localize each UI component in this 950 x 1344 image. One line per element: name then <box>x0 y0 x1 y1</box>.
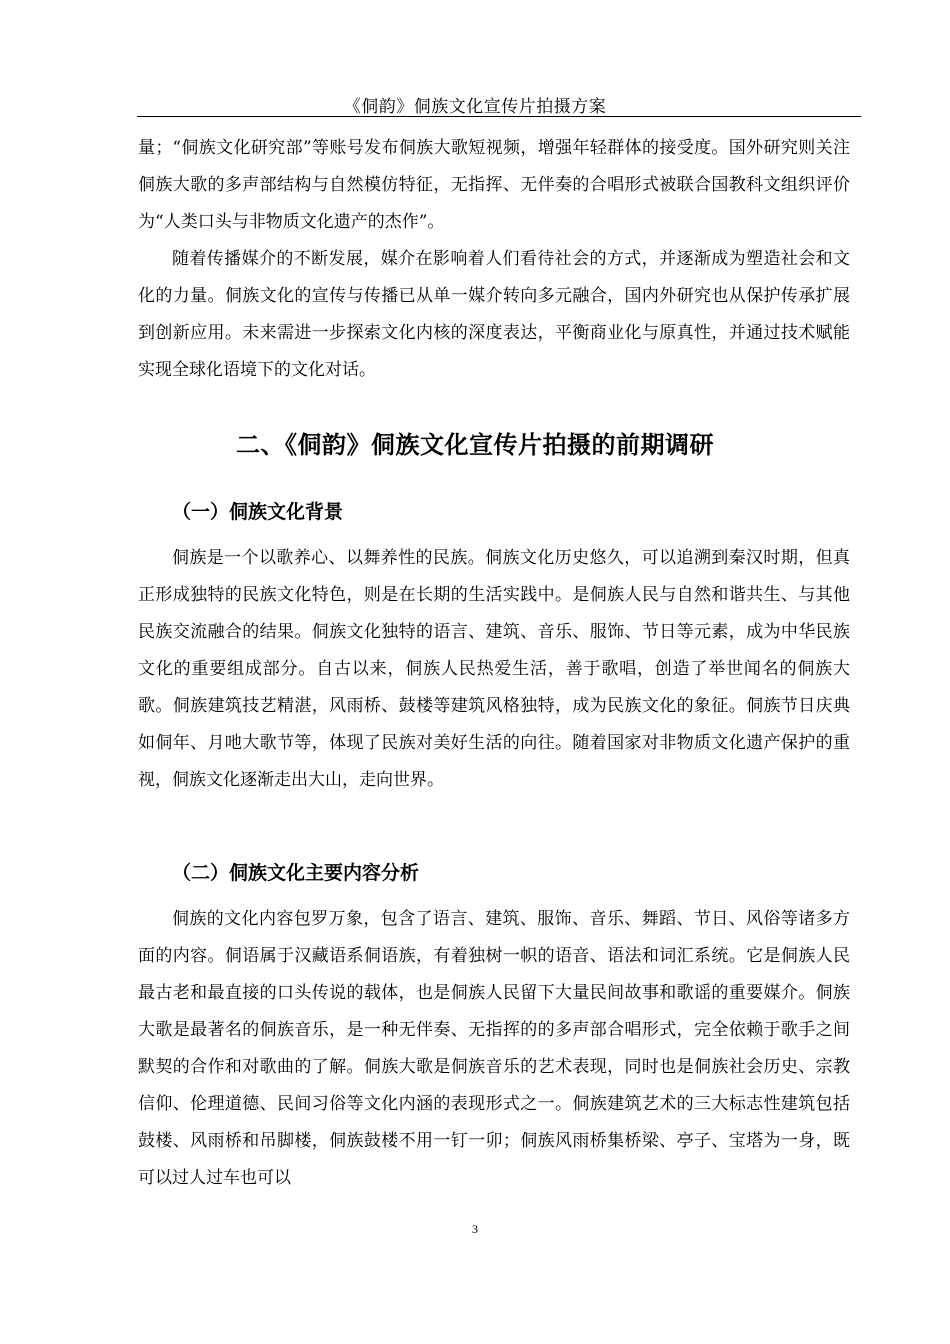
paragraph-background: 侗族是一个以歌养心、以舞养性的民族。侗族文化历史悠久，可以追溯到秦汉时期，但真正形成独特的民族文化特色，则是在长期的生活实践中。是侗族人民与自然和谐共生、与其他民族交流融合的结果。侗族文化独特的语言、建筑、音乐、服饰、节日等元素，成为中华民族文化的重要组成部分。自古以来，侗族人民热爱生活，善于歌唱，创造了举世闻名的侗族大歌。侗族建筑技艺精湛，风雨桥、鼓楼等建筑风格独特，成为民族文化的象征。侗族节日庆典如侗年、月吔大歌节等，体现了民族对美好生活的向往。随着国家对非物质文化遗产保护的重视，侗族文化逐渐走出大山，走向世界。 <box>138 548 850 790</box>
paragraph-continuation: 量；“侗族文化研究部”等账号发布侗族大歌短视频，增强年轻群体的接受度。国外研究则关注侗族大歌的多声部结构与自然模仿特征，无指挥、无伴奏的合唱形式被联合国教科文组织评价为“人类口头与非物质文化遗产的杰作”。 <box>138 138 850 232</box>
header-rule <box>137 116 861 117</box>
page-number: 3 <box>472 1222 478 1236</box>
paragraph-content-analysis: 侗族的文化内容包罗万象，包含了语言、建筑、服饰、音乐、舞蹈、节日、风俗等诸多方面的内容。侗语属于汉藏语系侗语族，有着独树一帜的语音、语法和词汇系统。它是侗族人民最古老和最直接的口头传说的载体，也是侗族人民留下大量民间故事和歌谣的重要媒介。侗族大歌是最著名的侗族音乐，是一种无伴奏、无指挥的的多声部合唱形式，完全依赖于歌手之间默契的合作和对歌曲的了解。侗族大歌是侗族音乐的艺术表现，同时也是侗族社会历史、宗教信仰、伦理道德、民间习俗等文化内涵的表现形式之一。侗族建筑艺术的三大标志性建筑包括鼓楼、风雨桥和吊脚楼，侗族鼓楼不用一钉一卯；侗族风雨桥集桥梁、亭子、宝塔为一身，既可以过人过车也可以 <box>138 909 850 1188</box>
section-heading: 二、《侗韵》侗族文化宣传片拍摄的前期调研 <box>236 431 714 459</box>
running-header: 《侗韵》侗族文化宣传片拍摄方案 <box>343 97 607 117</box>
subsection-heading-content: （二）侗族文化主要内容分析 <box>172 862 420 884</box>
subsection-heading-background: （一）侗族文化背景 <box>172 501 344 523</box>
paragraph-media: 随着传播媒介的不断发展，媒介在影响着人们看待社会的方式，并逐渐成为塑造社会和文化的力量。侗族文化的宣传与传播已从单一媒介转向多元融合，国内外研究也从保护传承扩展到创新应用。未来需进一步探索文化内核的深度表达，平衡商业化与原真性，并通过技术赋能实现全球化语境下的文化对话。 <box>138 249 850 380</box>
